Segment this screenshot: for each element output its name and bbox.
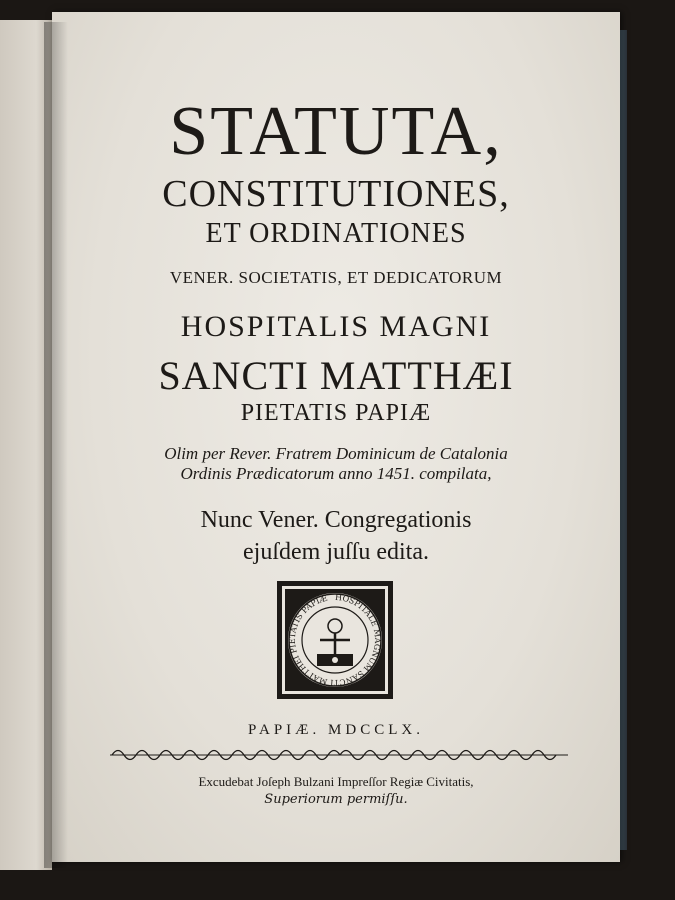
title-line-7: PIETATIS PAPIÆ (240, 400, 432, 426)
seal-text: HOSPITALE MAGNUM SANCTI MATTHEI PIETATIS PAPIÆ (287, 592, 382, 688)
ornament-rule (110, 748, 568, 762)
italic-line-2: Ordinis Prædicatorum anno 1451. compilata, (180, 464, 492, 483)
spine-shadow (44, 22, 68, 868)
printer-line: Excudebat Joſeph Bulzani Impreſſor Regiæ Civitatis, (198, 774, 474, 789)
title-page (52, 12, 620, 862)
edition-line-2: ejuſdem juſſu edita. (243, 539, 429, 565)
imprint-place-year: PAPIÆ. MDCCLX. (248, 722, 424, 738)
edition-line-1: Nunc Vener. Congregationis (200, 507, 472, 533)
permission-line: Superiorum permiſſu. (264, 792, 408, 807)
title-line-4: VENER. SOCIETATIS, ET DEDICATORUM (169, 268, 503, 287)
title-line-5: HOSPITALIS MAGNI (180, 310, 492, 343)
book-title: STATUTA, (169, 93, 503, 170)
title-line-2: CONSTITUTIONES, (162, 173, 510, 215)
italic-line-1: Olim per Rever. Fratrem Dominicum de Catalonia (164, 444, 508, 463)
title-line-3: ET ORDINATIONES (205, 218, 467, 249)
title-line-6: SANCTI MATTHÆI (158, 353, 514, 398)
seal-emblem (276, 580, 394, 700)
